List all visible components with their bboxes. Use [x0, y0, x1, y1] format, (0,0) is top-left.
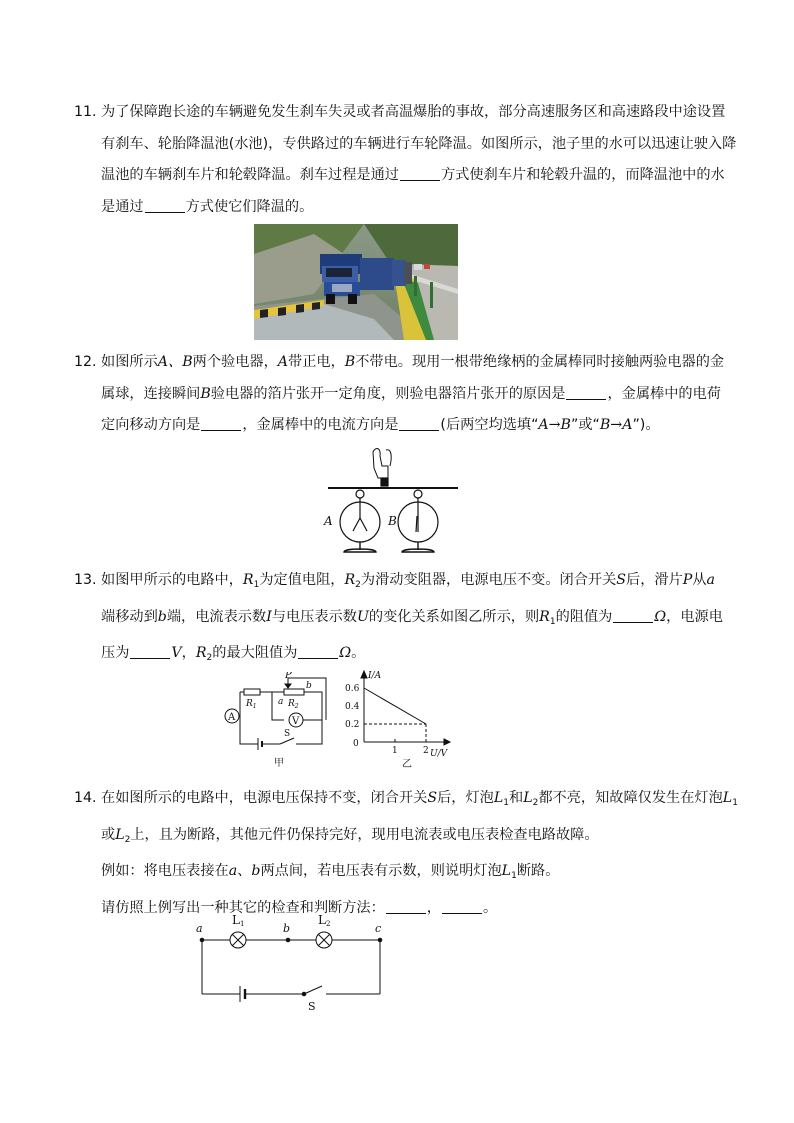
two-lamp-circuit-diagram [192, 908, 392, 1012]
label-b: B [388, 514, 397, 528]
svg-text:b: b [306, 681, 312, 691]
question-text: 如图所示A、B两个验电器，A带正电，B不带电。现用一根带绝缘柄的金属棒同时接触两验电器的金 属球，连接瞬间B验电器的箔片张开一定角度，则验电器箔片张开的原因是 ，金属棒中的电荷 定向移动方向是 ，金属棒中的电流方向是 (后两空均选填“A→B”或“B→A”)。 [101, 354, 725, 433]
point-c: c [375, 922, 382, 935]
question-text: 在如图所示的电路中，电源电压保持不变，闭合开关S后，灯泡$L_1$和$L_2$都不亮，知故障仅发生在灯泡$L_1$ 或$L_2$上，且为断路，其他元件仍保持完好，现用电流表或电压表检查电路故障。 例如：将电压表接在a、b两点间，若电压表有示数，则说明灯泡$L_1$断路。 请仿照上例写出一种其它的检查和判断方法： ， 。 [101, 790, 738, 916]
answer-blank[interactable] [400, 166, 440, 181]
lamp-2-label: L2 [318, 913, 331, 928]
lamp-1-label: L1 [232, 913, 245, 928]
question-number: 12. [74, 354, 97, 370]
question-12 [74, 347, 724, 442]
answer-blank[interactable] [613, 608, 653, 623]
svg-text:R2: $R_2$ [288, 699, 299, 710]
question-text: 如图甲所示的电路中，$R_1$为定值电阻，$R_2$为滑动变阻器，电源电压不变。闭合开关S后，滑片P从a 端移动到b端，电流表示数I与电压表示数U的变化关系如图乙所示，则$R_1$的阻值为 Ω，电源电 压为 V，$R_2$的最大阻值为 Ω。 [101, 572, 723, 663]
y-tick: 0.4 [345, 702, 360, 712]
switch-label: S [308, 1000, 316, 1012]
voltmeter-icon: V [292, 716, 300, 727]
svg-text:P: P [285, 672, 292, 681]
point-b: b [283, 922, 291, 935]
figure-label-yi: 乙 [402, 759, 412, 770]
label-a: A [324, 514, 333, 528]
origin-label: 0 [353, 739, 359, 749]
switch-label: S [284, 729, 291, 739]
answer-blank[interactable] [145, 198, 185, 213]
x-tick: 2 [423, 746, 429, 756]
answer-blank[interactable] [442, 899, 482, 914]
question-text: 为了保障跑长途的车辆避免发生刹车失灵或者高温爆胎的事故，部分高速服务区和高速路段中途设置 有刹车、轮胎降温池(水池)，专供路过的车辆进行车轮降温。如图所示，池子里的水可以迅速让驶入降 温池的车辆刹车片和轮毂降温。刹车过程是通过 方式使刹车片和轮毂升温的，而降温池中的水 是通过 方式使它们降温的。 [101, 104, 737, 215]
current-voltage-graph [344, 664, 454, 770]
svg-text:R1: $R_1$ [246, 699, 257, 710]
answer-blank[interactable] [298, 644, 338, 659]
answer-blank[interactable] [399, 416, 439, 431]
x-axis-label: U/V [430, 749, 448, 759]
question-number: 11. [74, 104, 97, 120]
answer-blank[interactable] [566, 385, 606, 400]
question-number: 14. [74, 790, 97, 806]
x-tick: 1 [392, 746, 398, 756]
y-tick: 0.6 [345, 684, 360, 694]
question-13 [74, 565, 724, 675]
y-axis-label: I/A [368, 671, 382, 681]
question-number: 13. [74, 572, 97, 588]
question-14 [74, 783, 738, 924]
ammeter-icon: A [228, 712, 236, 723]
question-11 [74, 97, 737, 223]
figure-label-jia: 甲 [274, 758, 284, 769]
electroscope-diagram [318, 444, 468, 562]
circuit-diagram-jia [222, 672, 334, 770]
answer-blank[interactable] [130, 644, 170, 659]
svg-text:a: a [278, 697, 284, 707]
answer-blank[interactable] [201, 416, 241, 431]
y-tick: 0.2 [345, 720, 360, 730]
point-a: a [196, 922, 203, 935]
truck-cooling-pool-photo [254, 224, 458, 340]
